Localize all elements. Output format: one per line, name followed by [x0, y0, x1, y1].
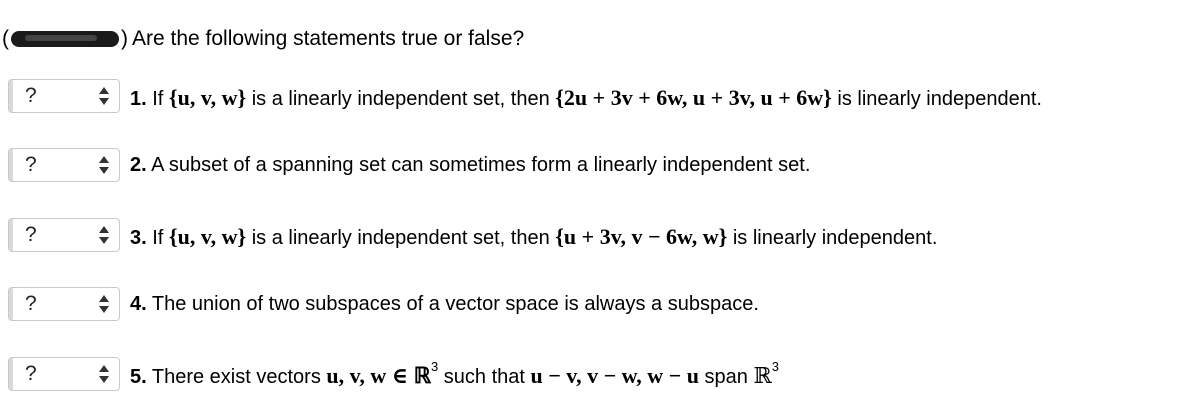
superscript: 3 [771, 359, 779, 375]
select-value: ? [25, 153, 37, 176]
arrow-down-icon [99, 376, 109, 383]
updown-arrows-icon [98, 85, 110, 109]
math-vectors: u − v, v − w, w − u [530, 363, 699, 388]
math-set: {u, v, w} [168, 224, 247, 249]
points-paren-close: ) [121, 27, 128, 50]
arrow-down-icon [99, 306, 109, 313]
answer-select-3[interactable] [8, 218, 120, 252]
statement-row-3 [0, 218, 1200, 258]
question-header [2, 26, 524, 52]
statement-number: 3. [130, 227, 147, 249]
statement-number: 2. [130, 154, 147, 176]
statement-text-2: 2. A subset of a spanning set can sometimes form a linearly independent set. [130, 154, 811, 176]
points-paren-open: ( [2, 27, 9, 50]
statement-number: 1. [130, 88, 147, 110]
statement-row-4 [0, 287, 1200, 327]
statement-number: 5. [130, 366, 147, 388]
answer-select-2[interactable] [8, 148, 120, 182]
answer-select-4[interactable] [8, 287, 120, 321]
statement-text-4: 4. The union of two subspaces of a vector space is always a subspace. [130, 293, 759, 315]
statement-row-5 [0, 357, 1200, 397]
select-value: ? [25, 362, 37, 385]
updown-arrows-icon [98, 363, 110, 387]
arrow-down-icon [99, 167, 109, 174]
statement-text-3: 3. If {u, v, w} is a linearly independent set, then {u + 3v, v − 6w, w} is linearly independent. [130, 224, 938, 249]
select-value: ? [25, 292, 37, 315]
points-redacted [11, 31, 119, 47]
select-value: ? [25, 84, 37, 107]
math-set: {2u + 3v + 6w, u + 3v, u + 6w} [555, 85, 832, 110]
answer-select-5[interactable] [8, 357, 120, 391]
math-set: {u, v, w} [168, 85, 247, 110]
arrow-up-icon [99, 295, 109, 302]
statement-row-1 [0, 79, 1200, 119]
statement-text-5: 5. There exist vectors u, v, w ∈ ℝ$^3$ such that u − v, v − w, w − u span ℝ$^3$ [130, 359, 779, 388]
arrow-down-icon [99, 237, 109, 244]
superscript: 3 [431, 359, 439, 375]
updown-arrows-icon [98, 154, 110, 178]
answer-select-1[interactable] [8, 79, 120, 113]
arrow-up-icon [99, 87, 109, 94]
arrow-up-icon [99, 156, 109, 163]
math-set: {u + 3v, v − 6w, w} [555, 224, 728, 249]
arrow-down-icon [99, 98, 109, 105]
statement-text-1: 1. If {u, v, w} is a linearly independent set, then {2u + 3v + 6w, u + 3v, u + 6w} is linearly independent. [130, 85, 1042, 110]
updown-arrows-icon [98, 224, 110, 248]
select-value: ? [25, 223, 37, 246]
statement-number: 4. [130, 293, 147, 315]
math-vectors: u, v, w ∈ ℝ [326, 363, 432, 388]
arrow-up-icon [99, 226, 109, 233]
statement-row-2 [0, 148, 1200, 188]
math-space: ℝ [753, 363, 772, 388]
arrow-up-icon [99, 365, 109, 372]
updown-arrows-icon [98, 293, 110, 317]
question-text: Are the following statements true or false? [132, 27, 525, 50]
